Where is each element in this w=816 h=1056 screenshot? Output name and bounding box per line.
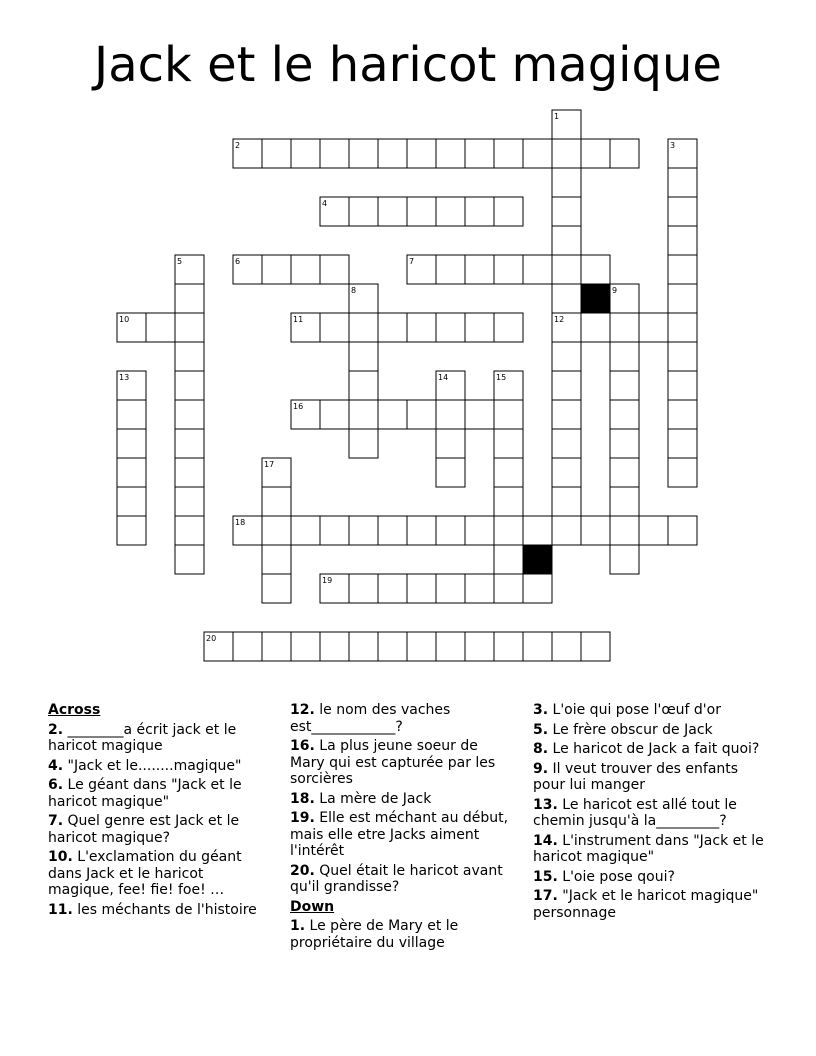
grid-cell[interactable] [349, 429, 378, 458]
grid-cell[interactable] [668, 458, 697, 487]
clue-text: Il veut trouver des enfants pour lui manger [533, 760, 739, 793]
grid-cell[interactable] [668, 516, 697, 545]
grid-cell[interactable] [465, 632, 494, 661]
grid-cell[interactable] [175, 284, 204, 313]
clue-number: 6. [48, 777, 64, 793]
cell-number: 2 [235, 141, 241, 150]
grid-cell[interactable] [552, 371, 581, 400]
grid-cell[interactable] [494, 516, 523, 545]
grid-cell[interactable] [436, 197, 465, 226]
cell-number: 8 [351, 286, 357, 295]
clue-text: Quel genre est Jack et le haricot magique? [48, 813, 240, 846]
cell-number: 19 [322, 576, 333, 585]
grid-cell[interactable] [523, 632, 552, 661]
grid-cell[interactable] [349, 371, 378, 400]
clue-across-4 [48, 758, 273, 775]
grid-cell[interactable] [610, 458, 639, 487]
grid-cell[interactable] [378, 313, 407, 342]
grid-cell[interactable] [465, 139, 494, 168]
grid-cell[interactable] [378, 400, 407, 429]
grid-cell[interactable] [465, 313, 494, 342]
grid-cell[interactable] [407, 197, 436, 226]
clue-across-6 [48, 777, 273, 810]
clue-number: 9. [533, 760, 549, 777]
grid-cell[interactable] [494, 487, 523, 516]
clue-across-16 [290, 738, 515, 788]
cell-number: 3 [670, 141, 676, 150]
across-heading: Across [48, 702, 101, 718]
grid-cell[interactable] [581, 139, 610, 168]
grid-cell[interactable] [494, 545, 523, 574]
clue-across-7 [48, 813, 273, 846]
grid-cell[interactable] [610, 400, 639, 429]
clue-number: 2. [48, 721, 64, 738]
cell-number: 15 [496, 373, 507, 382]
grid-cell[interactable] [668, 400, 697, 429]
clue-number: 14. [533, 832, 558, 849]
grid-cell[interactable] [610, 139, 639, 168]
grid-cell[interactable] [610, 516, 639, 545]
page-title: Jack et le haricot magique [94, 37, 722, 93]
grid-cell[interactable] [175, 371, 204, 400]
clue-text: "Jack et le........magique" [67, 757, 242, 774]
grid-cell[interactable] [494, 313, 523, 342]
grid-cell[interactable] [262, 516, 291, 545]
grid-cell[interactable] [378, 632, 407, 661]
clue-across-20 [290, 863, 515, 896]
clue-text: Le géant dans "Jack et le haricot magique" [48, 777, 242, 810]
grid-cell[interactable] [668, 313, 697, 342]
clue-across-10 [48, 849, 273, 899]
grid-cell[interactable] [552, 487, 581, 516]
grid-cell[interactable] [465, 516, 494, 545]
clue-number: 12. [290, 702, 315, 718]
grid-cell[interactable] [378, 197, 407, 226]
grid-cell[interactable] [436, 313, 465, 342]
cell-number: 14 [438, 373, 449, 382]
grid-cell[interactable] [146, 313, 175, 342]
black-cell [523, 545, 552, 574]
grid-cell[interactable] [610, 429, 639, 458]
grid-cell[interactable] [233, 632, 262, 661]
grid-cell[interactable] [407, 516, 436, 545]
grid-cell[interactable] [552, 197, 581, 226]
clue-number: 17. [533, 888, 558, 904]
grid-cell[interactable] [407, 632, 436, 661]
grid-cell[interactable] [610, 487, 639, 516]
grid-cell[interactable] [668, 371, 697, 400]
grid-cell[interactable] [320, 139, 349, 168]
grid-cell[interactable] [581, 313, 610, 342]
clue-number: 16. [290, 738, 315, 754]
grid-cell[interactable] [175, 342, 204, 371]
grid-cell[interactable] [436, 255, 465, 284]
grid-cell[interactable] [349, 139, 378, 168]
cell-number: 10 [119, 315, 130, 324]
grid-cell[interactable] [117, 487, 146, 516]
clue-down-15 [533, 869, 773, 886]
grid-cell[interactable] [494, 197, 523, 226]
clue-text: L'instrument dans "Jack et le haricot magique" [533, 832, 764, 865]
grid-cell[interactable] [320, 313, 349, 342]
grid-cell[interactable] [494, 139, 523, 168]
grid-cell[interactable] [552, 255, 581, 284]
grid-cell[interactable] [349, 632, 378, 661]
grid-cell[interactable] [349, 574, 378, 603]
grid-cell[interactable] [552, 139, 581, 168]
grid-cell[interactable] [349, 516, 378, 545]
clue-number: 10. [48, 849, 73, 865]
clue-down-14 [533, 833, 773, 866]
grid-cell[interactable] [349, 400, 378, 429]
cell-number: 17 [264, 460, 275, 469]
grid-cell[interactable] [610, 371, 639, 400]
clue-across-12 [290, 702, 515, 735]
grid-cell[interactable] [349, 197, 378, 226]
grid-cell[interactable] [175, 458, 204, 487]
grid-cell[interactable] [407, 139, 436, 168]
clue-number: 1. [290, 918, 306, 934]
black-cell [581, 284, 610, 313]
grid-cell[interactable] [320, 516, 349, 545]
clues-column-3 [533, 702, 773, 924]
clue-number: 20. [290, 862, 315, 879]
grid-cell[interactable] [465, 400, 494, 429]
clue-across-2 [48, 722, 273, 755]
grid-cell[interactable] [552, 516, 581, 545]
clue-down-9 [533, 761, 773, 794]
clue-number: 13. [533, 796, 558, 813]
cell-number: 13 [119, 373, 130, 382]
clue-text: les méchants de l'histoire [77, 901, 257, 918]
grid-cell[interactable] [668, 168, 697, 197]
grid-cell[interactable] [552, 632, 581, 661]
cell-number: 7 [409, 257, 415, 266]
grid-cell[interactable] [291, 632, 320, 661]
grid-cell[interactable] [494, 429, 523, 458]
grid-cell[interactable] [610, 545, 639, 574]
clue-number: 3. [533, 702, 549, 718]
grid-cell[interactable] [175, 516, 204, 545]
clue-text: Le haricot est allé tout le chemin jusqu'à la_________? [533, 796, 737, 829]
clue-number: 15. [533, 868, 558, 885]
grid-cell[interactable] [378, 139, 407, 168]
grid-cell[interactable] [494, 255, 523, 284]
grid-cell[interactable] [117, 516, 146, 545]
clue-text: L'exclamation du géant dans Jack et le haricot magique, fee! fie! foe! … [48, 849, 242, 898]
grid-cell[interactable] [552, 458, 581, 487]
cell-number: 1 [554, 112, 560, 121]
grid-cell[interactable] [320, 255, 349, 284]
grid-cell[interactable] [320, 400, 349, 429]
clue-number: 7. [48, 813, 64, 829]
grid-cell[interactable] [117, 458, 146, 487]
grid-cell[interactable] [494, 632, 523, 661]
grid-cell[interactable] [320, 632, 349, 661]
cell-number: 20 [206, 634, 217, 643]
cell-number: 16 [293, 402, 304, 411]
clue-down-13 [533, 797, 773, 830]
clue-number: 18. [290, 790, 315, 807]
grid-cell[interactable] [175, 429, 204, 458]
grid-cell[interactable] [552, 168, 581, 197]
grid-cell[interactable] [175, 545, 204, 574]
cell-number: 12 [554, 315, 565, 324]
grid-cell[interactable] [639, 313, 668, 342]
cell-number: 18 [235, 518, 246, 527]
grid-cell[interactable] [552, 429, 581, 458]
clue-text: Le haricot de Jack a fait quoi? [552, 741, 760, 757]
grid-cell[interactable] [581, 255, 610, 284]
grid-cell[interactable] [668, 255, 697, 284]
cell-number: 5 [177, 257, 183, 266]
clue-down-8 [533, 741, 773, 758]
grid-cell[interactable] [668, 429, 697, 458]
clue-text: La mère de Jack [319, 790, 432, 807]
grid-cell[interactable] [407, 313, 436, 342]
grid-cell[interactable] [436, 400, 465, 429]
clue-text: L'oie qui pose l'œuf d'or [552, 702, 721, 718]
grid-cell[interactable] [117, 429, 146, 458]
clue-across-11 [48, 902, 273, 919]
clue-down-1 [290, 918, 515, 951]
grid-cell[interactable] [349, 342, 378, 371]
clue-text: "Jack et le haricot magique" personnage [533, 888, 759, 921]
grid-cell[interactable] [436, 429, 465, 458]
grid-cell[interactable] [552, 400, 581, 429]
clue-text: Le frère obscur de Jack [552, 721, 713, 738]
grid-cell[interactable] [523, 139, 552, 168]
grid-cell[interactable] [262, 545, 291, 574]
grid-cell[interactable] [552, 226, 581, 255]
clues-column-1 [48, 702, 273, 921]
clue-text: Elle est méchant au début, mais elle etre Jacks aiment l'intérêt [290, 810, 509, 859]
grid-cell[interactable] [465, 197, 494, 226]
grid-cell[interactable] [262, 255, 291, 284]
clue-number: 8. [533, 741, 549, 757]
clues-column-2 [290, 702, 515, 954]
clue-down-5 [533, 722, 773, 739]
clue-text: Le père de Mary et le propriétaire du village [290, 918, 459, 951]
clue-text: L'oie pose qoui? [562, 868, 675, 885]
grid-cell[interactable] [581, 632, 610, 661]
clue-text: La plus jeune soeur de Mary qui est capturée par les sorcières [290, 738, 496, 787]
grid-cell[interactable] [494, 458, 523, 487]
clue-text: ________a écrit jack et le haricot magique [48, 721, 237, 754]
grid-cell[interactable] [436, 632, 465, 661]
clue-across-18 [290, 791, 515, 808]
grid-cell[interactable] [465, 574, 494, 603]
grid-cell[interactable] [610, 313, 639, 342]
grid-cell[interactable] [465, 255, 494, 284]
grid-cell[interactable] [436, 458, 465, 487]
grid-cell[interactable] [552, 284, 581, 313]
grid-cell[interactable] [262, 632, 291, 661]
grid-cell[interactable] [668, 226, 697, 255]
grid-cell[interactable] [407, 574, 436, 603]
cell-number: 4 [322, 199, 328, 208]
grid-cell[interactable] [175, 400, 204, 429]
grid-cell[interactable] [610, 342, 639, 371]
clue-text: Quel était le haricot avant qu'il grandisse? [290, 862, 503, 895]
grid-cell[interactable] [668, 197, 697, 226]
grid-cell[interactable] [639, 516, 668, 545]
cell-number: 6 [235, 257, 241, 266]
clue-down-3 [533, 702, 773, 719]
grid-cell[interactable] [581, 516, 610, 545]
clue-number: 4. [48, 757, 64, 774]
grid-cell[interactable] [552, 342, 581, 371]
grid-cell[interactable] [494, 574, 523, 603]
grid-cell[interactable] [117, 400, 146, 429]
cell-number: 9 [612, 286, 618, 295]
grid-cell[interactable] [407, 400, 436, 429]
cell-number: 11 [293, 315, 304, 324]
clue-number: 5. [533, 721, 549, 738]
grid-cell[interactable] [262, 574, 291, 603]
grid-cell[interactable] [262, 487, 291, 516]
clue-number: 11. [48, 901, 73, 918]
grid-cell[interactable] [668, 284, 697, 313]
grid-cell[interactable] [291, 139, 320, 168]
grid-cell[interactable] [262, 139, 291, 168]
grid-cell[interactable] [523, 574, 552, 603]
grid-cell[interactable] [523, 255, 552, 284]
grid-cell[interactable] [494, 400, 523, 429]
grid-cell[interactable] [378, 516, 407, 545]
grid-cell[interactable] [175, 313, 204, 342]
grid-cell[interactable] [349, 313, 378, 342]
grid-cell[interactable] [668, 342, 697, 371]
grid-cell[interactable] [436, 574, 465, 603]
grid-cell[interactable] [436, 139, 465, 168]
clue-number: 19. [290, 810, 315, 826]
grid-cell[interactable] [378, 574, 407, 603]
down-heading: Down [290, 898, 335, 915]
clue-down-17 [533, 888, 773, 921]
clue-text: le nom des vaches est____________? [290, 702, 451, 735]
grid-cell[interactable] [436, 516, 465, 545]
grid-cell[interactable] [175, 487, 204, 516]
clue-across-19 [290, 810, 515, 860]
grid-cell[interactable] [523, 516, 552, 545]
grid-cell[interactable] [291, 516, 320, 545]
grid-cell[interactable] [291, 255, 320, 284]
